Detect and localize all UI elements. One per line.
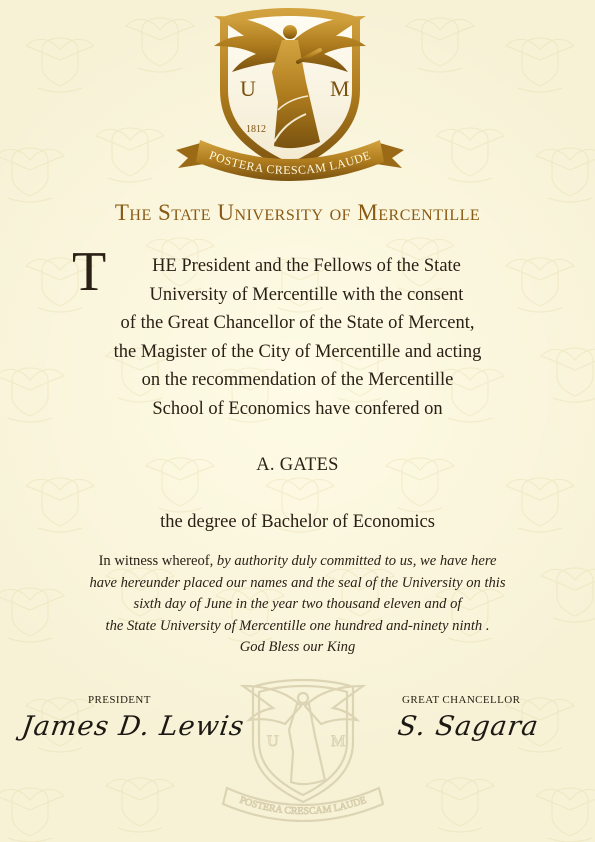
university-crest-icon bbox=[174, 2, 406, 194]
witness-line: sixth day of June in the year two thousand eleven and of bbox=[133, 596, 462, 612]
seal-motto: POSTERA CRESCAM LAUDE bbox=[238, 794, 368, 818]
witness-closing: God Bless our King bbox=[239, 639, 356, 655]
seal-letter-u: U bbox=[267, 733, 279, 750]
proclamation-line: HE President and the Fellows of the State bbox=[152, 256, 461, 276]
proclamation-line: University of Mercentille with the consent bbox=[149, 284, 464, 305]
president-title: PRESIDENT bbox=[88, 694, 151, 706]
crest-letter-u: U bbox=[240, 76, 256, 101]
recipient-name: A. GATES bbox=[256, 455, 339, 475]
chancellor-signature: S. Sagara bbox=[395, 711, 541, 742]
embossed-seal-icon bbox=[217, 672, 389, 822]
proclamation-line: the Magister of the City of Mercentille and acting bbox=[113, 341, 482, 362]
chancellor-title: GREAT CHANCELLOR bbox=[402, 694, 521, 706]
drop-cap: T bbox=[72, 241, 107, 303]
witness-line: the State University of Mercentille one hundred and-ninety ninth . bbox=[105, 617, 490, 634]
proclamation-line: on the recommendation of the Mercentille bbox=[141, 370, 454, 390]
president-signature: James D. Lewis bbox=[19, 711, 247, 742]
crest-year: 1812 bbox=[246, 124, 266, 135]
proclamation-line: of the Great Chancellor of the State of Mercent, bbox=[120, 313, 475, 333]
seal-letter-m: M bbox=[331, 733, 346, 750]
witness-lead: In witness whereof, bbox=[98, 553, 214, 569]
university-title: The State University of Mercentille bbox=[114, 200, 481, 225]
witness-text bbox=[30, 551, 565, 659]
witness-line bbox=[30, 551, 565, 573]
crest-letter-m: M bbox=[330, 76, 350, 101]
proclamation-text bbox=[60, 252, 535, 423]
witness-line: have hereunder placed our names and the seal of the University on this bbox=[89, 574, 506, 591]
witness-line-text: by authority duly committed to us, we have here bbox=[216, 553, 497, 569]
proclamation-line: School of Economics have confered on bbox=[152, 398, 443, 419]
degree-text: the degree of Bachelor of Economics bbox=[160, 512, 435, 532]
crest-motto: POSTERA CRESCAM LAUDE bbox=[207, 147, 373, 178]
